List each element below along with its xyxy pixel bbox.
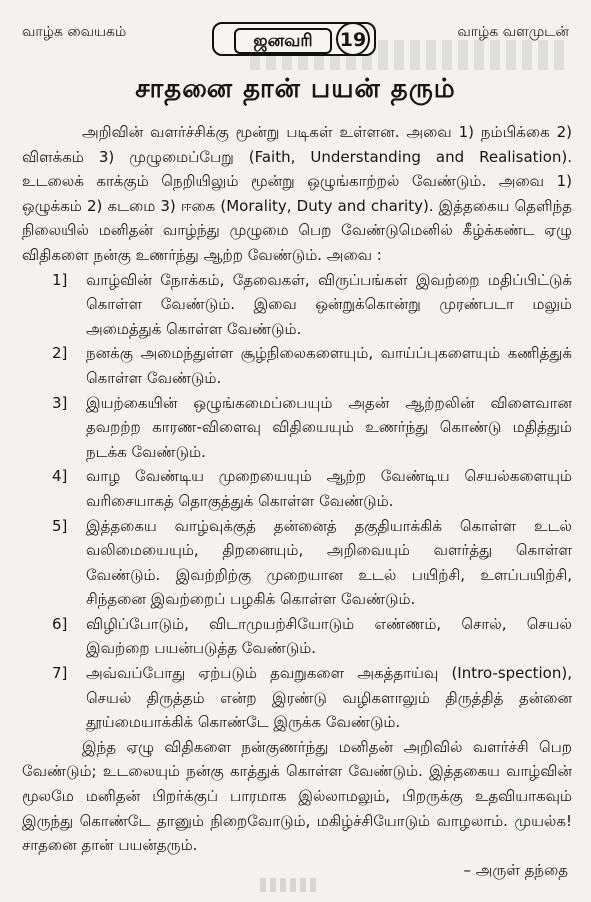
list-item — [52, 268, 572, 342]
rule-text: இயற்கையின் ஒழுங்கமைப்பையும் அதன் ஆற்றலின் விளைவான தவறற்ற காரண-விளைவு விதியையும் உணர்ந்து கொண்டு மதித்தும் நடக்க வேண்டும். — [86, 393, 572, 461]
list-item — [52, 464, 572, 513]
rule-text: நனக்கு அமைந்துள்ள சூழ்நிலைகளையும், வாய்ப்புகளையும் கணித்துக் கொள்ள வேண்டும். — [86, 344, 572, 387]
signature: – அருள் தந்தை — [463, 860, 568, 879]
rule-number: 1] — [52, 270, 68, 289]
rule-text: அவ்வப்போது ஏற்படும் தவறுகளை அகத்தாய்வு (Intro-spection), செயல் திருத்தம் என்ற இரண்டு வழிகளாலும் திருத்தித் தன்னை தூய்மையாக்கிக் கொண்டே இருக்க வேண்டும். — [86, 664, 572, 732]
rule-text: வாழ வேண்டிய முறையையும் ஆற்ற வேண்டிய செயல்களையும் வரிசையாகத் தொகுத்துக் கொள்ள வேண்டும். — [86, 467, 572, 510]
rule-number: 4] — [52, 467, 68, 486]
day-number: 19 — [336, 22, 370, 56]
rule-number: 2] — [52, 344, 68, 363]
page-title: சாதனை தான் பயன் தரும் — [135, 74, 456, 104]
rule-text: விழிப்போடும், விடாமுயற்சியோடும் எண்ணம், சொல், செயல் இவற்றை பயன்படுத்த வேண்டும். — [86, 614, 572, 658]
header-left-text: வாழ்க வையகம் — [22, 24, 127, 40]
rule-text: இத்தகைய வாழ்வுக்குத் தன்னைத் தகுதியாக்கிக் கொள்ள உடல் வலிமையையும், திறனையும், அறிவையும் வளர்த்து கொள்ள வேண்டும். இவற்றிற்கு முறையான உடல் பயிற்சி, உளப்பயிற்சி, சிந்தனை இவற்றைப் பழகிக் கொள்ள வேண்டும். — [86, 516, 572, 609]
rule-text: வாழ்வின் நோக்கம், தேவைகள், விருப்பங்கள் இவற்றை மதிப்பிட்டுக் கொள்ள வேண்டும். இவை ஒன்றுக்கொன்று முரண்படா மலும் அமைத்துக் கொள்ள வேண்டும். — [86, 270, 572, 338]
header-right-text: வாழ்க வளமுடன் — [457, 24, 569, 40]
list-item — [52, 661, 572, 735]
intro-paragraph: அறிவின் வளர்ச்சிக்கு மூன்று படிகள் உள்ளன. அவை 1) நம்பிக்கை 2) விளக்கம் 3) முழுமைப்பேறு (Faith, Understanding and Realisation). உடலைக் காக்கும் நெறியிலும் மூன்று ஒழுங்காற்றல் வேண்டும். அவை 1) ஒழுக்கம் 2) கடமை 3) ஈகை (Morality, Duty and charity). இத்தகைய தெளிந்த நிலையில் மனிதன் வாழ்ந்து முழுமை பெற வேண்டுமெனில் கீழ்க்கண்ட ஏழு விதிகளை நன்கு உணர்ந்து ஆற்ற வேண்டும். அவை : — [22, 123, 572, 264]
list-item — [52, 341, 572, 390]
rule-number: 7] — [52, 664, 68, 683]
closing-paragraph: இந்த ஏழு விதிகளை நன்குணர்ந்து மனிதன் அறிவில் வளர்ச்சி பெற வேண்டும்; உடலையும் நன்கு காத்துக் கொள்ள வேண்டும். இத்தகைய வாழ்வின் மூலமே மனிதன் பிறர்க்குப் பாரமாக இல்லாமலும், பிறருக்கு உதவியாகவும் இருந்து கொண்டே தானும் நிறைவோடும், மகிழ்ச்சியோடும் வாழலாம். முயல்க! சாதனை தான் பயன்தரும். — [22, 737, 572, 855]
rule-number: 5] — [52, 516, 68, 535]
rules-list — [52, 268, 572, 735]
month-label: ஜனவரி — [234, 28, 332, 54]
date-box — [212, 22, 376, 56]
page-header — [0, 18, 591, 62]
rule-number: 6] — [52, 614, 68, 633]
list-item — [52, 514, 572, 612]
rule-number: 3] — [52, 393, 68, 412]
list-item — [52, 612, 572, 661]
list-item — [52, 391, 572, 465]
article-body — [22, 120, 572, 882]
